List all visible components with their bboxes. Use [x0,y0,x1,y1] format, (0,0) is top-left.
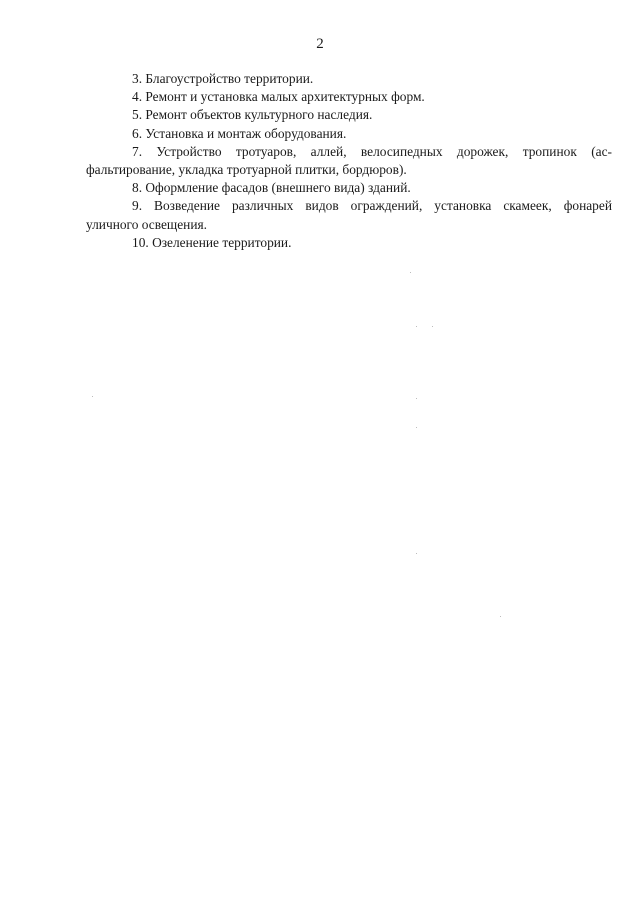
list-item-line: 6. Установка и монтаж оборудования. [132,125,347,141]
list-item-line: 4. Ремонт и установка малых архитектурных форм. [132,89,425,105]
list-item-7 [86,143,612,179]
list-item-8 [86,179,612,197]
list-item-4 [86,88,612,106]
scan-speck [416,398,417,399]
scan-speck [416,326,417,327]
page-number: 2 [316,36,324,52]
list-item-6 [86,125,612,143]
document-body [86,70,612,252]
list-item-line: 7. Устройство тротуаров, аллей, велосипедных дорожек, тропинок (ас- [132,143,612,159]
list-item-5 [86,106,612,124]
list-item-line: 5. Ремонт объектов культурного наследия. [132,107,373,123]
scan-speck [432,326,433,327]
list-item-line: уличного освещения. [86,216,208,232]
scan-speck [410,272,411,273]
scan-speck [500,616,501,617]
list-item-10 [86,234,612,252]
list-item-line: 9. Возведение различных видов ограждений, установка скамеек, фонарей [132,198,612,214]
scan-speck [416,427,417,428]
list-item-9 [86,197,612,233]
scan-speck [92,396,93,397]
list-item-line: фальтирование, укладка тротуарной плитки, бордюров). [86,162,407,178]
list-item-line: 10. Озеленение территории. [132,234,292,250]
list-item-line: 8. Оформление фасадов (внешнего вида) зданий. [132,180,411,196]
list-item-line: 3. Благоустройство территории. [132,71,314,86]
scan-speck [416,553,417,554]
list-item-3 [86,70,612,88]
